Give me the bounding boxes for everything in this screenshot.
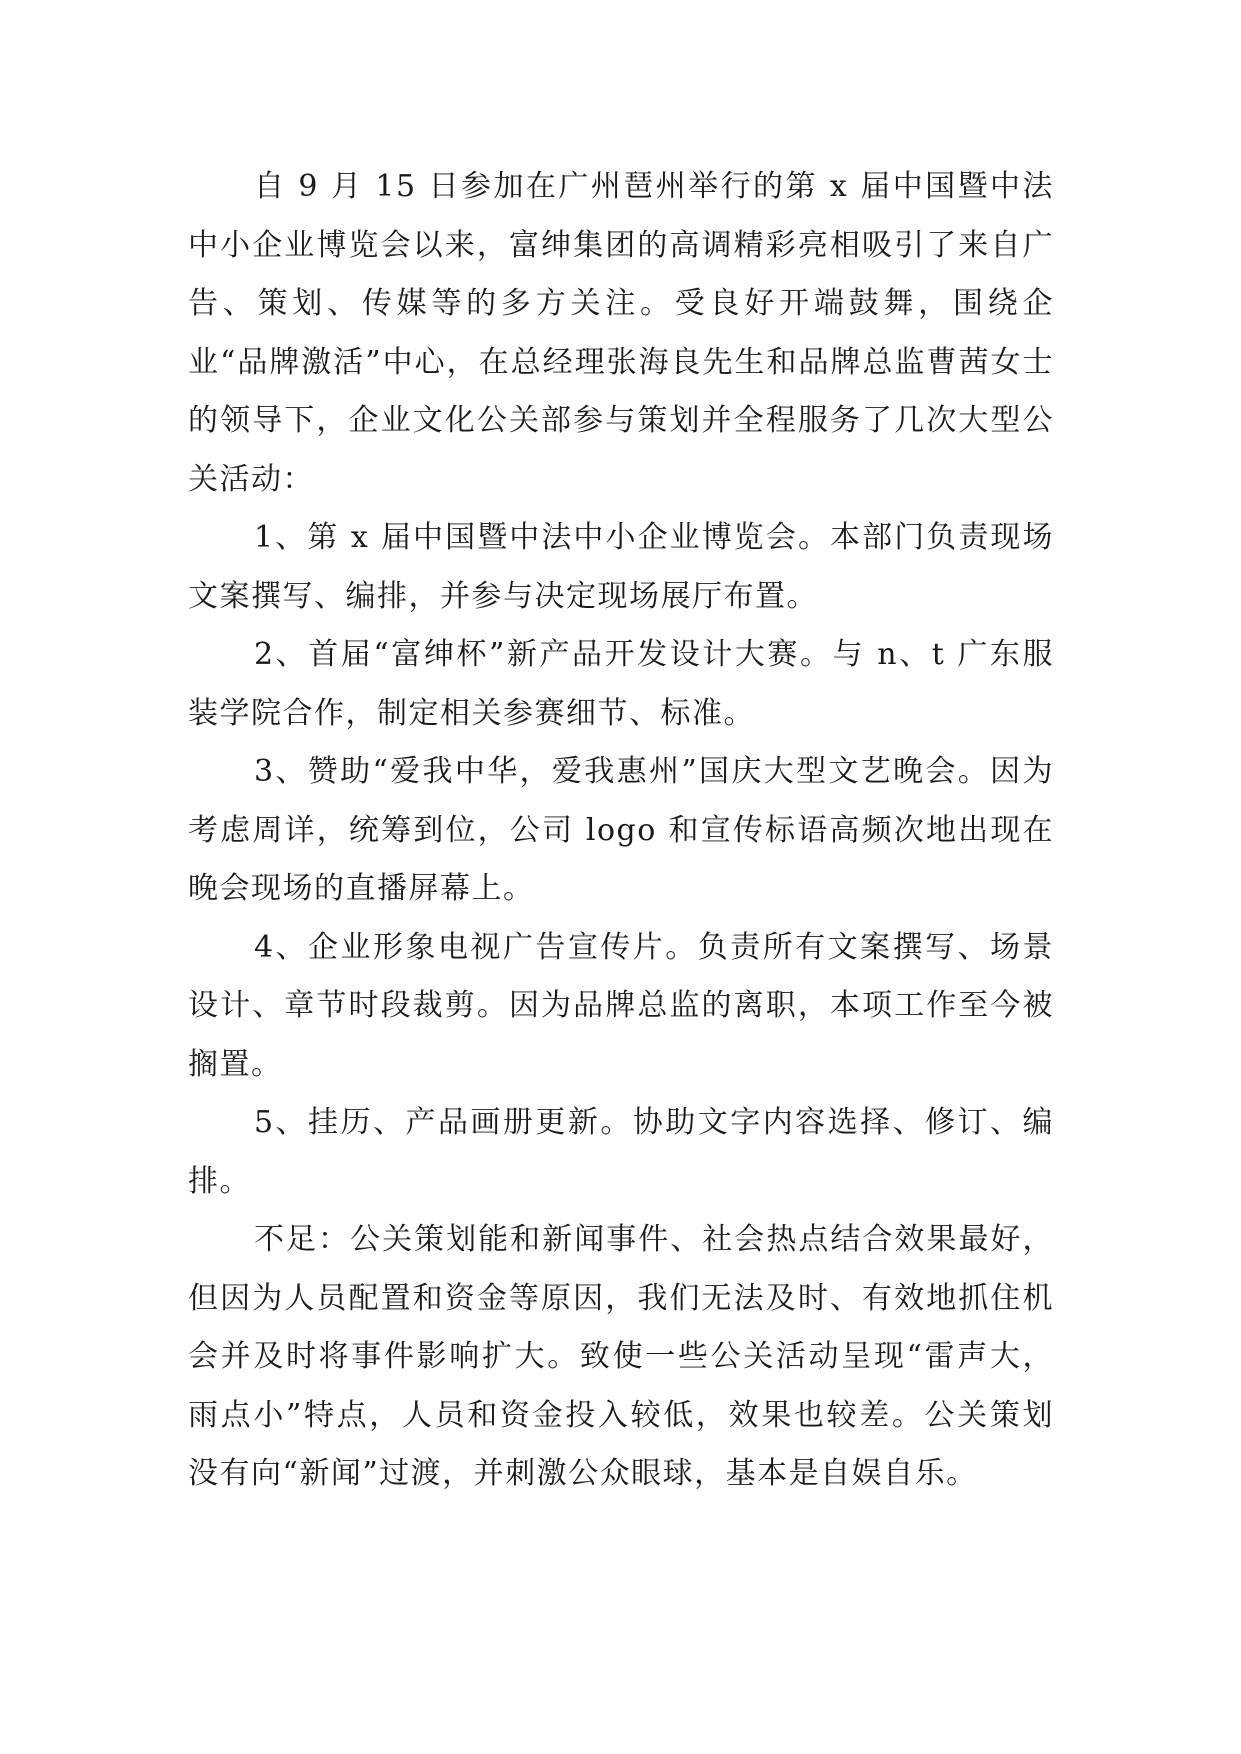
paragraph-item-1: 1、第 x 届中国暨中法中小企业博览会。本部门负责现场文案撰写、编排，并参与决定现场展厅布置。: [188, 520, 1054, 614]
paragraph-item-5: 5、挂历、产品画册更新。协助文字内容选择、修订、编排。: [188, 1105, 1054, 1199]
paragraph-intro: 自 9 月 15 日参加在广州琶州举行的第 x 届中国暨中法中小企业博览会以来，富绅集团的高调精彩亮相吸引了来自广告、策划、传媒等的多方关注。受良好开端鼓舞，围绕企业“品牌激活”中心，在总经理张海良先生和品牌总监曹茜女士的领导下，企业文化公关部参与策划并全程服务了几次大型公关活动：: [188, 169, 1054, 497]
document-body: [188, 158, 1054, 1504]
paragraph-shortcomings: 不足：公关策划能和新闻事件、社会热点结合效果最好，但因为人员配置和资金等原因，我们无法及时、有效地抓住机会并及时将事件影响扩大。致使一些公关活动呈现“雷声大，雨点小”特点，人员和资金投入较低，效果也较差。公关策划没有向“新闻”过渡，并刺激公众眼球，基本是自娱自乐。: [188, 1222, 1054, 1491]
paragraph-item-4: 4、企业形象电视广告宣传片。负责所有文案撰写、场景设计、章节时段裁剪。因为品牌总监的离职，本项工作至今被搁置。: [188, 929, 1054, 1082]
paragraph-item-3: 3、赞助“爱我中华，爱我惠州”国庆大型文艺晚会。因为考虑周详，统筹到位，公司 logo 和宣传标语高频次地出现在晚会现场的直播屏幕上。: [188, 754, 1054, 906]
paragraph-item-2: 2、首届“富绅杯”新产品开发设计大赛。与 n、t 广东服装学院合作，制定相关参赛细节、标准。: [188, 637, 1054, 731]
